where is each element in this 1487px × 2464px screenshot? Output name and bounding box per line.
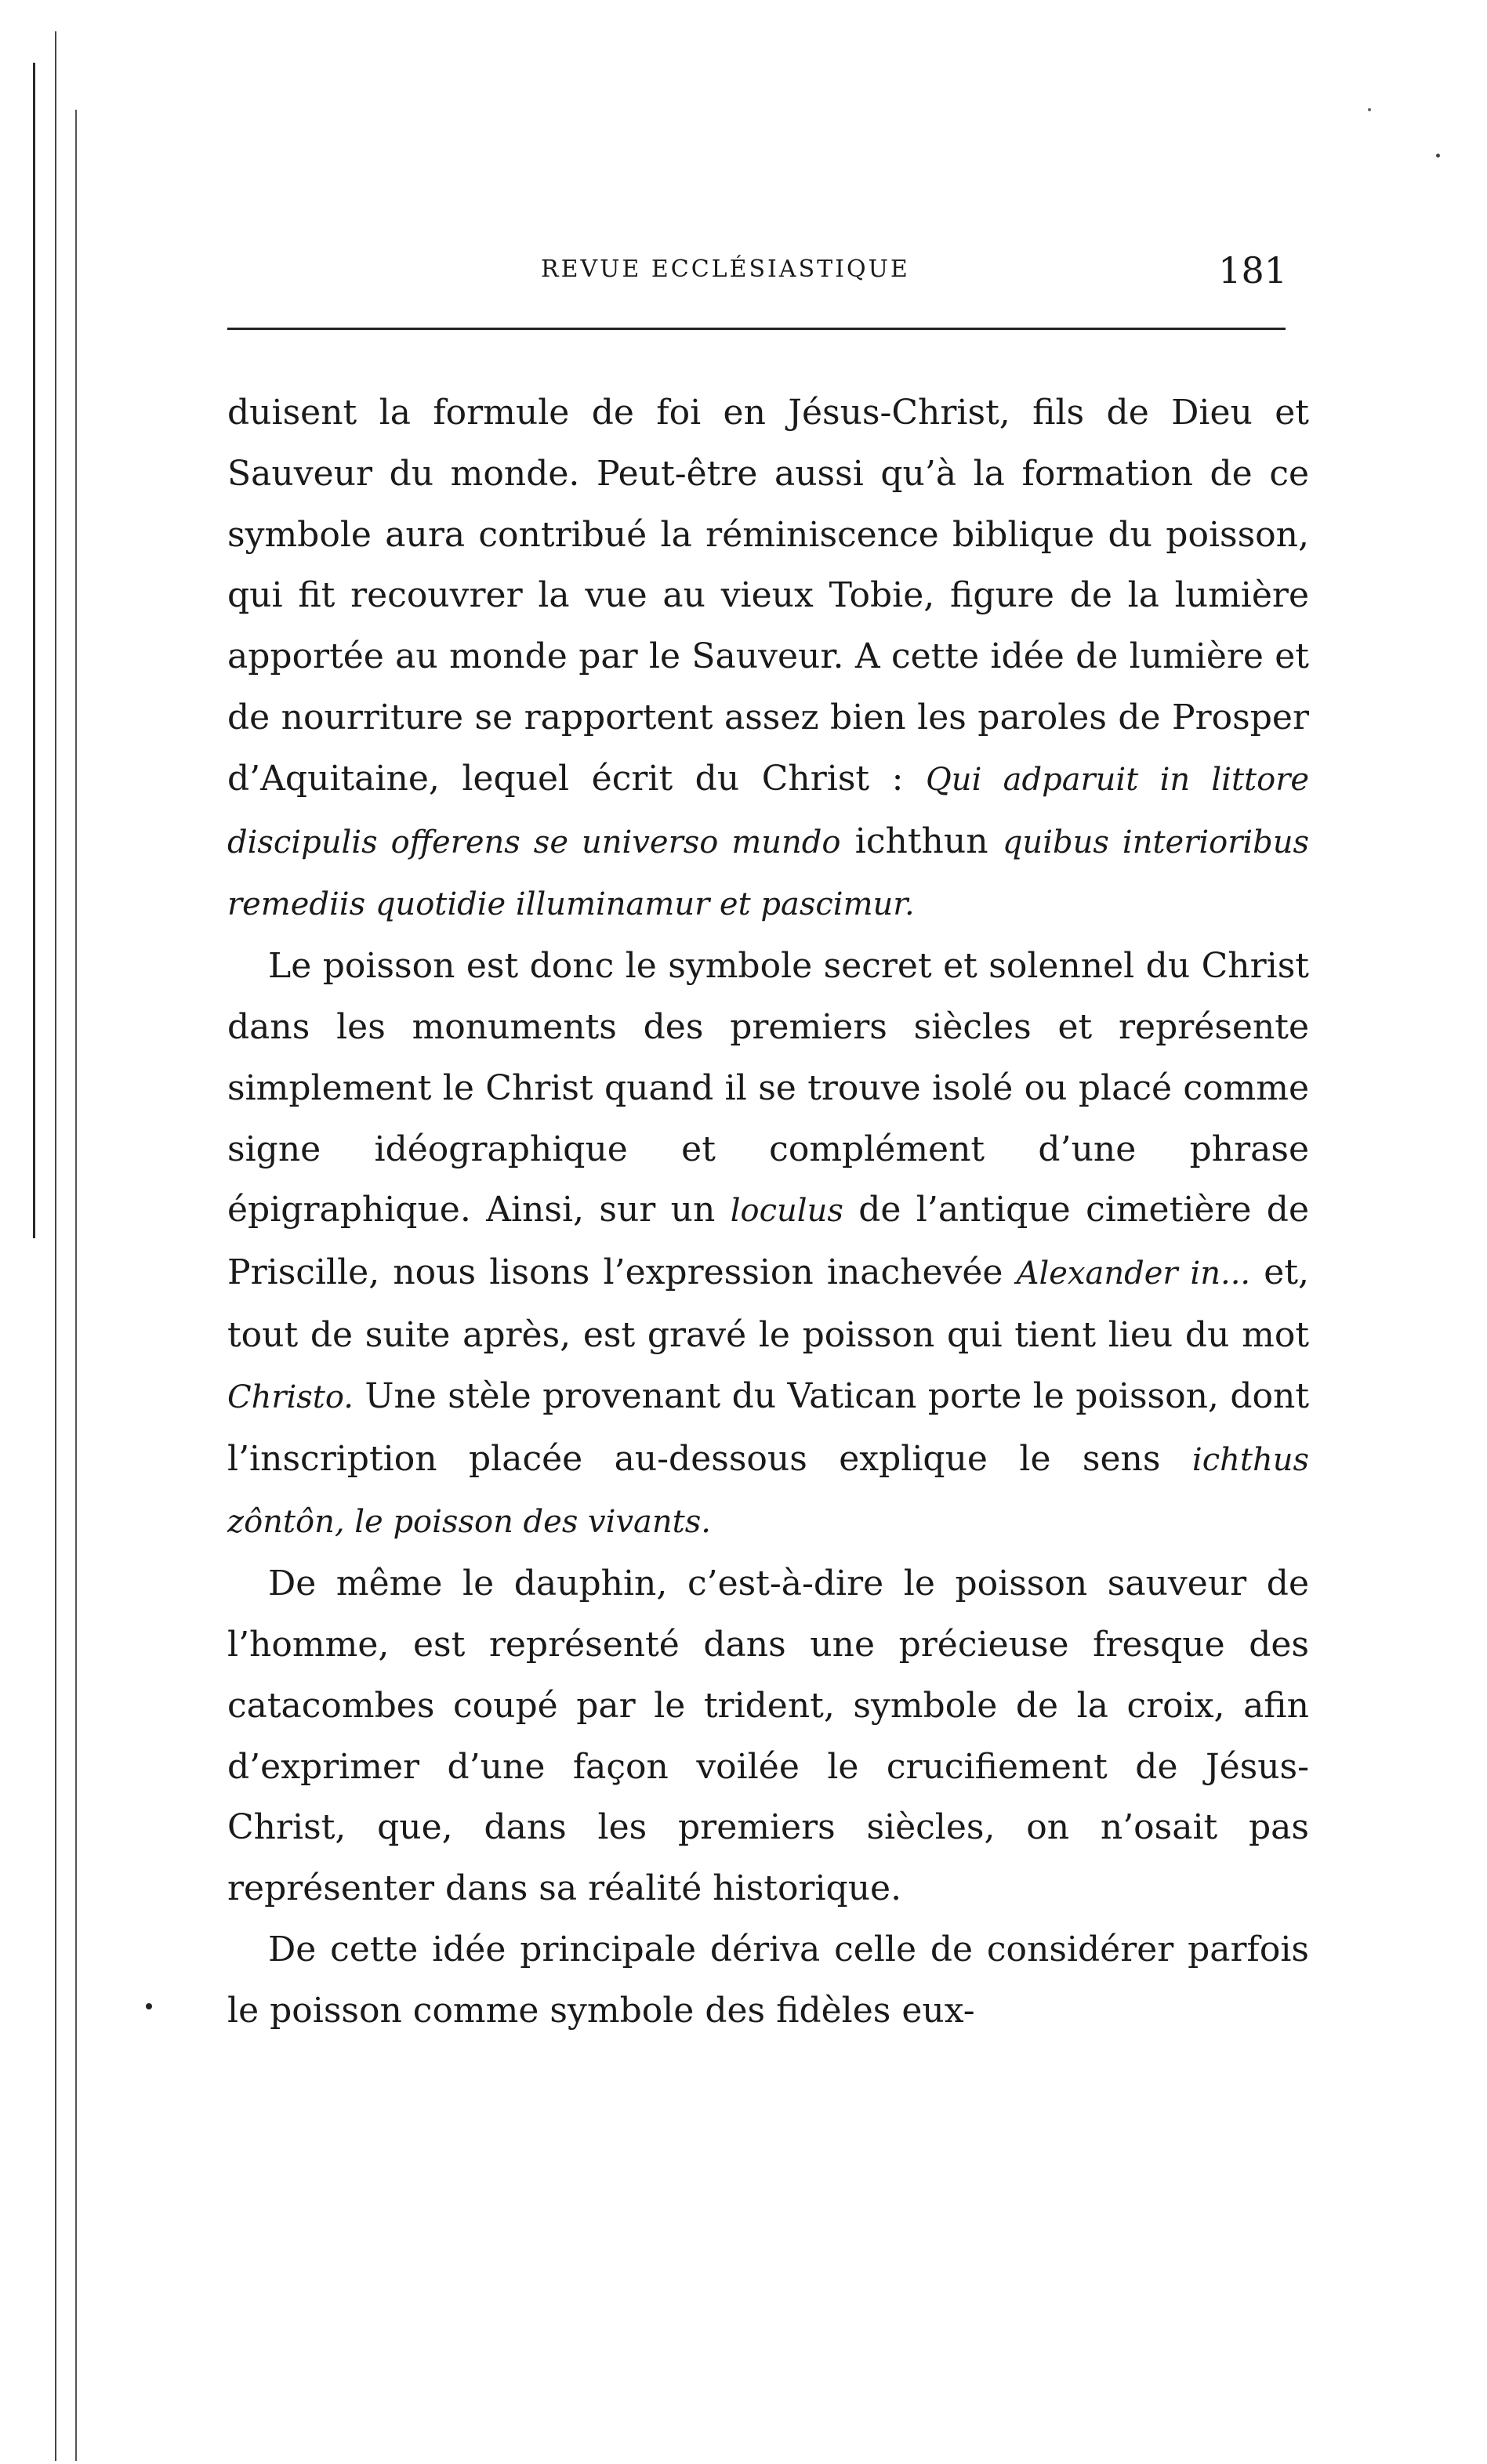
text-run: et, tout de suite après, est gravé le poisson qui tient lieu du mot xyxy=(227,1252,1309,1355)
text-run: duisent la formule de foi en Jésus-Christ, fils de Dieu et Sauveur du monde. Peut-être aussi qu’à la formation de ce symbole aura contribué la réminiscence biblique du poisson, qui fit recouvrer la vue au vieux Tobie, figure de la lumière apportée au monde par le Sauveur. A cette idée de lumière et de nourriture se rapportent assez bien les paroles de Prosper d’Aquitaine, lequel écrit du Christ : xyxy=(227,393,1309,799)
italic-run: Alexander in... xyxy=(1016,1256,1251,1292)
running-head xyxy=(227,249,1309,296)
page-number: 181 xyxy=(1218,249,1287,292)
italic-run: Christo. xyxy=(227,1379,354,1415)
text-run: De cette idée principale dériva celle de considérer parfois le poisson comme symbole des fidèles eux- xyxy=(227,1929,1309,2031)
italic-run: quibus interioribus remediis quotidie illuminamur et pascimur. xyxy=(227,824,1310,923)
text-run: Le poisson est donc le symbole secret et solennel du Christ dans les monuments des premiers siècles et représente simplement le Christ quand il se trouve isolé ou placé comme signe idéographique et complément d’une phrase épigraphique. Ainsi, sur un xyxy=(227,946,1309,1230)
journal-title: REVUE ECCLÉSIASTIQUE xyxy=(541,255,910,283)
body-text xyxy=(227,382,1309,2042)
paragraph-p3 xyxy=(227,1553,1309,1919)
text-run: Une stèle provenant du Vatican porte le poisson, dont l’inscription placée au-dessous explique le sens xyxy=(227,1375,1309,1479)
text-run: de l’antique cimetière de Priscille, nous lisons l’expression inachevée xyxy=(227,1190,1309,1293)
text-run: De même le dauphin, c’est-à-dire le poisson sauveur de l’homme, est représenté dans une précieuse fresque des catacombes coupé par le trident, symbole de la croix, afin d’exprimer d’une façon voilée le crucifiement de Jésus-Christ, que, dans les premiers siècles, on n’osait pas représenter dans sa réalité historique. xyxy=(227,1564,1309,1909)
italic-run: Qui adparuit in littore discipulis offerens se universo mundo xyxy=(227,761,1310,861)
italic-run: ichthus zôntôn, le poisson des vivants. xyxy=(227,1441,1309,1541)
paragraph-p2 xyxy=(227,936,1309,1553)
text-run: ichthun xyxy=(840,821,1003,861)
paragraph-p4 xyxy=(227,1919,1309,2042)
margin-dot xyxy=(146,2003,152,2009)
italic-run: loculus xyxy=(730,1193,843,1230)
header-rule xyxy=(227,328,1286,330)
paragraph-p1 xyxy=(227,382,1309,936)
